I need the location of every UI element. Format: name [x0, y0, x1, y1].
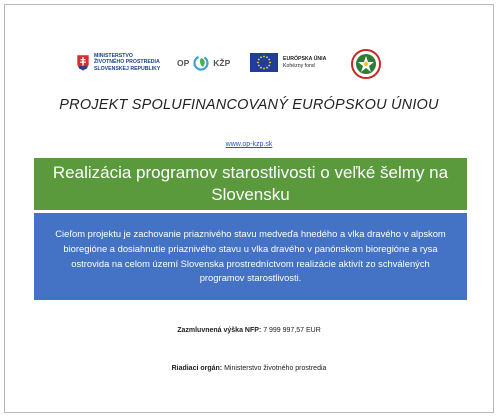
contracted-amount: [5, 327, 493, 334]
eu-logo: [250, 53, 326, 72]
project-description: Cieľom projektu je zachovanie priaznivého stavu medveďa hnedého a vlka dravého v alpskom bioregióne a dosiahnutie priaznivého stavu u vlka dravého v panónskom bioregióne a rysa ostrovida na celom území Slovenska prostredníctvom realizácie aktivít zo schválených programov starostlivosti.: [55, 227, 446, 284]
ministry-name: [94, 53, 176, 72]
op-kzp-logo: [177, 54, 230, 72]
managing-authority: [5, 365, 493, 372]
eu-fund: Kohézny fond: [283, 62, 315, 69]
project-title-banner: [34, 158, 467, 210]
leaf-swirl-icon: [192, 54, 210, 72]
ministry-line-1: MINISTERSTVO: [94, 53, 133, 59]
authority-value: Ministerstvo životného prostredia: [224, 365, 327, 372]
sop-sr-logo: [349, 47, 383, 86]
page-heading: PROJEKT SPOLUFINANCOVANÝ EURÓPSKOU ÚNIOU: [59, 97, 439, 113]
project-description-banner: [34, 213, 467, 300]
project-title: Realizácia programov starostlivosti o veľké šelmy na Slovensku: [52, 163, 449, 204]
project-poster: [4, 4, 494, 413]
ministry-line-2: ŽIVOTNÉHO PROSTREDIA: [94, 59, 160, 66]
kzp-label: KŽP: [213, 58, 231, 68]
authority-label: Riadiaci orgán:: [171, 365, 223, 372]
website-link[interactable]: www.op-kzp.sk: [225, 141, 273, 148]
logo-bar: [5, 47, 493, 87]
op-label: OP: [177, 58, 190, 68]
eu-flag-icon: [250, 53, 278, 72]
nature-conservation-emblem-icon: [349, 47, 383, 81]
eu-text: [283, 56, 326, 69]
slovak-coat-of-arms-icon: [76, 54, 90, 72]
amount-value: 7 999 997,57 EUR: [263, 327, 321, 334]
eu-name: EURÓPSKA ÚNIA: [283, 55, 327, 62]
ministry-logo: [76, 53, 176, 72]
ministry-line-3: SLOVENSKEJ REPUBLIKY: [94, 65, 161, 72]
amount-label: Zazmluvnená výška NFP:: [177, 327, 262, 334]
